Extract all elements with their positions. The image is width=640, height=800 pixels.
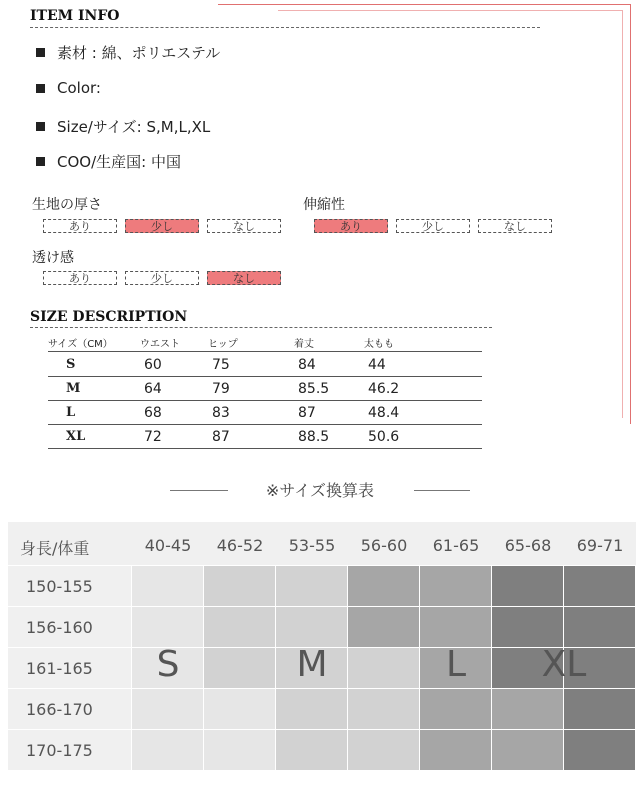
size-table-cell: 83 [212,405,230,421]
stretch-label: 伸縮性 [303,197,345,213]
decorative-frame-top [218,4,630,5]
size-table-header-cell: ヒップ [208,339,238,350]
size-table-cell: S [66,357,76,372]
grid-cell [132,730,204,771]
grid-size-label: S [156,644,180,685]
grid-cell [420,689,492,730]
size-table-cell: XL [66,429,86,444]
grid-corner-label: 身長/体重 [20,539,90,558]
thickness-label: 生地の厚さ [32,197,102,213]
size-table-row [48,403,482,423]
grid-cell [276,607,348,648]
grid-cell [492,730,564,771]
grid-cell [492,689,564,730]
grid-cell [204,730,276,771]
bullet-square-icon [36,122,45,131]
item-info-divider [30,27,540,28]
info-color [36,79,101,97]
grid-cell [564,566,636,607]
size-table-rule [48,424,482,425]
decorative-frame-right [630,4,631,424]
grid-cell [276,730,348,771]
grid-height-label: 170-175 [26,741,93,760]
size-table-row [48,355,482,375]
info-coo [36,151,181,172]
decorative-frame-top-inner [278,10,622,11]
grid-cell [492,566,564,607]
grid-cell [348,730,420,771]
size-table-cell: 60 [144,357,162,373]
grid-cell [564,730,636,771]
bullet-square-icon [36,84,45,93]
grid-cell [348,566,420,607]
thickness-option-2: 少し [125,219,199,233]
grid-cell [276,566,348,607]
thickness-option-3: なし [207,219,281,233]
size-table-cell: 87 [212,429,230,445]
conversion-title: ※サイズ換算表 [265,481,375,500]
grid-cell [420,566,492,607]
info-coo-text: COO/生産国: 中国 [57,153,181,171]
stretch-option-1: あり [314,219,388,233]
grid-weight-header: 65-68 [504,536,552,555]
size-table-rule [48,448,482,449]
sheer-option-3: なし [207,271,281,285]
grid-weight-header: 69-71 [576,536,624,555]
bullet-square-icon [36,157,45,166]
sheer-option-1: あり [43,271,117,285]
size-table-rule [48,376,482,377]
size-table-header-cell: サイズ（CM） [48,339,113,350]
grid-cell [132,566,204,607]
size-table-cell: M [66,381,81,396]
grid-cell [348,689,420,730]
grid-cell [564,607,636,648]
size-table-cell: 84 [298,357,316,373]
decorative-frame-right-inner [622,10,623,418]
grid-height-label: 150-155 [26,577,93,596]
size-table-cell: 50.6 [368,429,400,445]
grid-weight-header: 56-60 [360,536,408,555]
grid-size-label: M [296,644,328,685]
grid-weight-header: 53-55 [288,536,336,555]
size-table-cell: 75 [212,357,230,373]
grid-cell [492,607,564,648]
sheer-label: 透け感 [32,250,74,266]
info-size [36,116,210,137]
stretch-option-2: 少し [396,219,470,233]
size-table-header-cell: 太もも [364,339,394,350]
size-table-row [48,427,482,447]
grid-size-label: L [445,644,467,685]
grid-height-label: 161-165 [26,659,93,678]
conversion-title-rule-right [414,490,470,491]
grid-weight-header: 46-52 [216,536,264,555]
size-table-cell: L [66,405,76,420]
size-table-rule [48,400,482,401]
grid-cell [420,607,492,648]
bullet-square-icon [36,48,45,57]
grid-height-label: 166-170 [26,700,93,719]
size-table-cell: 68 [144,405,162,421]
size-table-cell: 44 [368,357,386,373]
info-material [36,42,220,63]
size-table-cell: 79 [212,381,230,397]
grid-weight-header: 61-65 [432,536,480,555]
info-material-text: 素材 : 綿、ポリエステル [57,44,221,62]
size-table-cell: 88.5 [298,429,330,445]
grid-cell [420,730,492,771]
size-table-row [48,379,482,399]
grid-cell [564,689,636,730]
grid-size-label: XL [541,644,587,685]
info-color-text: Color: [57,79,101,97]
grid-height-label: 156-160 [26,618,93,637]
size-table-header-cell: 着丈 [294,339,314,350]
size-table-cell: 48.4 [368,405,400,421]
size-table-cell: 85.5 [298,381,330,397]
thickness-option-1: あり [43,219,117,233]
stretch-option-3: なし [478,219,552,233]
size-table-header [48,333,482,353]
info-size-text: Size/サイズ: S,M,L,XL [57,118,211,136]
item-info-title: ITEM INFO [30,8,120,24]
sheer-option-2: 少し [125,271,199,285]
grid-cell [348,607,420,648]
grid-cell [132,689,204,730]
size-table-cell: 72 [144,429,162,445]
size-table-cell: 87 [298,405,316,421]
grid-cell [204,607,276,648]
grid-cell [276,689,348,730]
grid-weight-header: 40-45 [144,536,192,555]
grid-cell [132,607,204,648]
size-table-cell: 46.2 [368,381,400,397]
grid-cell [204,689,276,730]
size-table-rule [48,351,482,352]
size-description-title: SIZE DESCRIPTION [30,309,188,325]
size-description-divider [30,327,492,328]
grid-cell [204,566,276,607]
size-table-header-cell: ウエスト [140,339,180,350]
size-table-cell: 64 [144,381,162,397]
